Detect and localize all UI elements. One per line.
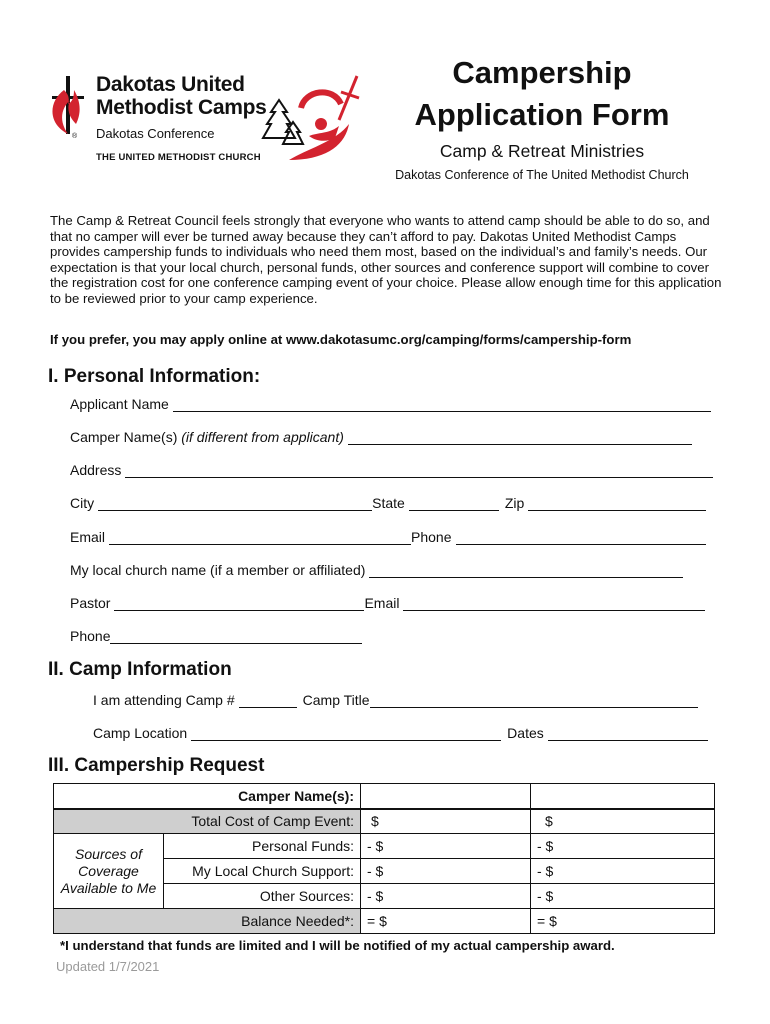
- title-line2: Application Form: [414, 97, 670, 132]
- personal-funds-label: Personal Funds:: [164, 834, 361, 859]
- minus-dollar: - $: [537, 888, 554, 904]
- camper-names-header: Camper Name(s):: [54, 784, 361, 809]
- pastor-label: Pastor: [70, 595, 111, 611]
- pastor-email-label: Email: [364, 595, 400, 611]
- dollar-sign: $: [545, 813, 553, 830]
- pastor-phone-row: [70, 626, 364, 644]
- table-row: [54, 784, 715, 809]
- balance-cell-1[interactable]: [361, 909, 531, 934]
- conference-name: Dakotas Conference: [96, 126, 215, 141]
- table-row: [54, 809, 715, 834]
- section-camp-heading: II. Camp Information: [48, 659, 232, 680]
- camp-title-label: Camp Title: [302, 692, 370, 708]
- intro-paragraph: The Camp & Retreat Council feels strongly that everyone who wants to attend camp should be able to do so, and that no camper will ever be turned away because they can’t afford to pay. Dakotas United Methodist Camps provides campership funds to individuals who need them most, based on the individual’s and family’s needs. Our expectation is that your local church, personal funds, other sources and conference support will combine to cover the registration cost for one conference camping event of your choice. Please allow enough time for this application to be reviewed prior to your camp experience.: [50, 213, 722, 306]
- church-support-label: My Local Church Support:: [164, 859, 361, 884]
- pastor-email-field[interactable]: [403, 597, 705, 611]
- camp-location-row: [93, 723, 710, 741]
- subtitle: Camp & Retreat Ministries: [439, 141, 645, 161]
- pastor-field[interactable]: [114, 597, 364, 611]
- applicant-name-label: Applicant Name: [70, 396, 169, 412]
- applicant-name-row: [70, 394, 713, 412]
- campership-request-table: [53, 783, 715, 934]
- church-support-cell-2[interactable]: [531, 859, 715, 884]
- address-row: [70, 460, 715, 478]
- dates-label: Dates: [507, 725, 544, 741]
- footnote: *I understand that funds are limited and I will be notified of my actual campership award.: [60, 938, 615, 953]
- church-label: My local church name (if a member or affiliated): [70, 562, 366, 578]
- church-field[interactable]: [369, 564, 683, 578]
- balance-cell-2[interactable]: [531, 909, 715, 934]
- address-label: Address: [70, 462, 122, 478]
- table-row: [54, 909, 715, 934]
- total-cost-label: Total Cost of Camp Event:: [54, 809, 361, 834]
- title-line1: Campership: [452, 55, 632, 90]
- section-request-heading: III. Campership Request: [48, 755, 265, 776]
- other-sources-cell-2[interactable]: [531, 884, 715, 909]
- camp-location-label: Camp Location: [93, 725, 188, 741]
- camper-names-label: [70, 429, 344, 445]
- dates-field[interactable]: [548, 727, 708, 741]
- phone-field[interactable]: [456, 531, 706, 545]
- camp-number-row: [93, 690, 700, 708]
- email-label: Email: [70, 529, 106, 545]
- dollar-sign: $: [371, 813, 379, 830]
- svg-text:®: ®: [72, 133, 78, 140]
- applicant-name-field[interactable]: [173, 398, 711, 412]
- city-field[interactable]: [98, 497, 372, 511]
- address-field[interactable]: [125, 464, 713, 478]
- equals-dollar: = $: [367, 913, 387, 929]
- total-cost-cell-2[interactable]: [531, 809, 715, 834]
- table-row: [54, 834, 715, 859]
- camp-trees-figure-icon: [249, 68, 379, 178]
- org-name-line1: Dakotas United: [96, 73, 245, 96]
- camper-names-note: (if different from applicant): [181, 429, 344, 445]
- camper1-name-cell[interactable]: [361, 784, 531, 809]
- camp-number-field[interactable]: [239, 694, 297, 708]
- updated-date: Updated 1/7/2021: [56, 959, 160, 974]
- org-name-line2: Methodist Camps: [96, 96, 267, 119]
- minus-dollar: - $: [367, 863, 384, 879]
- email-row: [70, 527, 708, 545]
- online-apply-note: If you prefer, you may apply online at www.dakotasumc.org/camping/forms/campership-form: [50, 332, 632, 347]
- church-name: THE UNITED METHODIST CHURCH: [96, 152, 261, 163]
- minus-dollar: - $: [537, 863, 554, 879]
- other-sources-cell-1[interactable]: [361, 884, 531, 909]
- camper-names-field[interactable]: [348, 431, 692, 445]
- equals-dollar: = $: [537, 913, 557, 929]
- state-label: State: [372, 495, 405, 511]
- zip-field[interactable]: [528, 497, 706, 511]
- other-sources-label: Other Sources:: [164, 884, 361, 909]
- church-support-cell-1[interactable]: [361, 859, 531, 884]
- phone-label: Phone: [411, 529, 452, 545]
- church-row: [70, 560, 685, 578]
- camp-title-field[interactable]: [370, 694, 698, 708]
- minus-dollar: - $: [367, 888, 384, 904]
- sources-label: Sources of Coverage Available to Me: [54, 834, 164, 909]
- logo: [44, 68, 364, 172]
- email-field[interactable]: [109, 531, 411, 545]
- pastor-phone-field[interactable]: [110, 630, 362, 644]
- camp-number-label: I am attending Camp #: [93, 692, 235, 708]
- state-field[interactable]: [409, 497, 499, 511]
- camp-location-field[interactable]: [191, 727, 501, 741]
- pastor-phone-label: Phone: [70, 628, 111, 644]
- camper-names-row: [70, 427, 694, 445]
- zip-label: Zip: [504, 495, 525, 511]
- pastor-row: [70, 593, 707, 611]
- personal-funds-cell-1[interactable]: [361, 834, 531, 859]
- minus-dollar: - $: [367, 838, 384, 854]
- camper2-name-cell[interactable]: [531, 784, 715, 809]
- page-title: [392, 52, 692, 136]
- minus-dollar: - $: [537, 838, 554, 854]
- section-personal-heading: I. Personal Information:: [48, 366, 261, 387]
- balance-label: Balance Needed*:: [54, 909, 361, 934]
- camper-names-text: Camper Name(s): [70, 429, 178, 445]
- personal-funds-cell-2[interactable]: [531, 834, 715, 859]
- city-row: [70, 493, 708, 511]
- conference-subtitle: Dakotas Conference of The United Methodist Church: [395, 168, 689, 182]
- city-label: City: [70, 495, 95, 511]
- total-cost-cell-1[interactable]: [361, 809, 531, 834]
